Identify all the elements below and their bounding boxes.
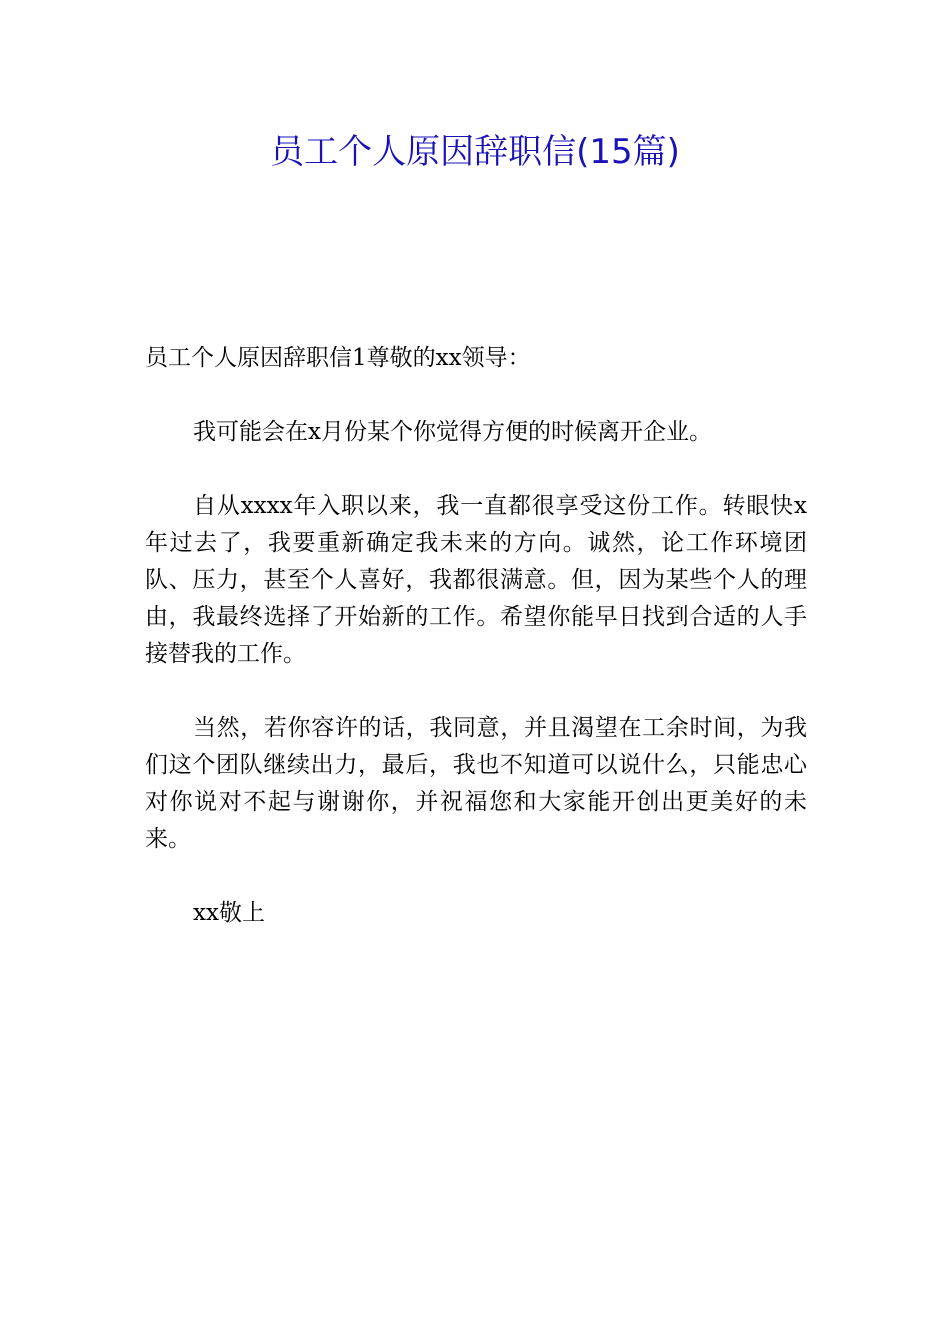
body-paragraph-1: 我可能会在x月份某个你觉得方便的时候离开企业。 — [193, 419, 712, 445]
body-paragraph-2: 自从xxxx年入职以来，我一直都很享受这份工作。转眼快x年过去了，我要重新确定我未来的方向。诚然，论工作环境团队、压力，甚至个人喜好，我都很满意。但，因为某些个人的理由，我最终选择了开始新的工作。希望你能早日找到合适的人手接替我的工作。 — [145, 493, 807, 667]
signature-line: xx敬上 — [193, 900, 265, 926]
document-body — [145, 340, 807, 932]
body-paragraph-3: 当然，若你容许的话，我同意，并且渴望在工余时间，为我们这个团队继续出力，最后，我也不知道可以说什么，只能忠心对你说对不起与谢谢你，并祝福您和大家能开创出更美好的未来。 — [145, 715, 807, 852]
salutation-paragraph: 员工个人原因辞职信1尊敬的xx领导： — [145, 345, 531, 371]
document-title: 员工个人原因辞职信(15篇) — [270, 132, 680, 172]
